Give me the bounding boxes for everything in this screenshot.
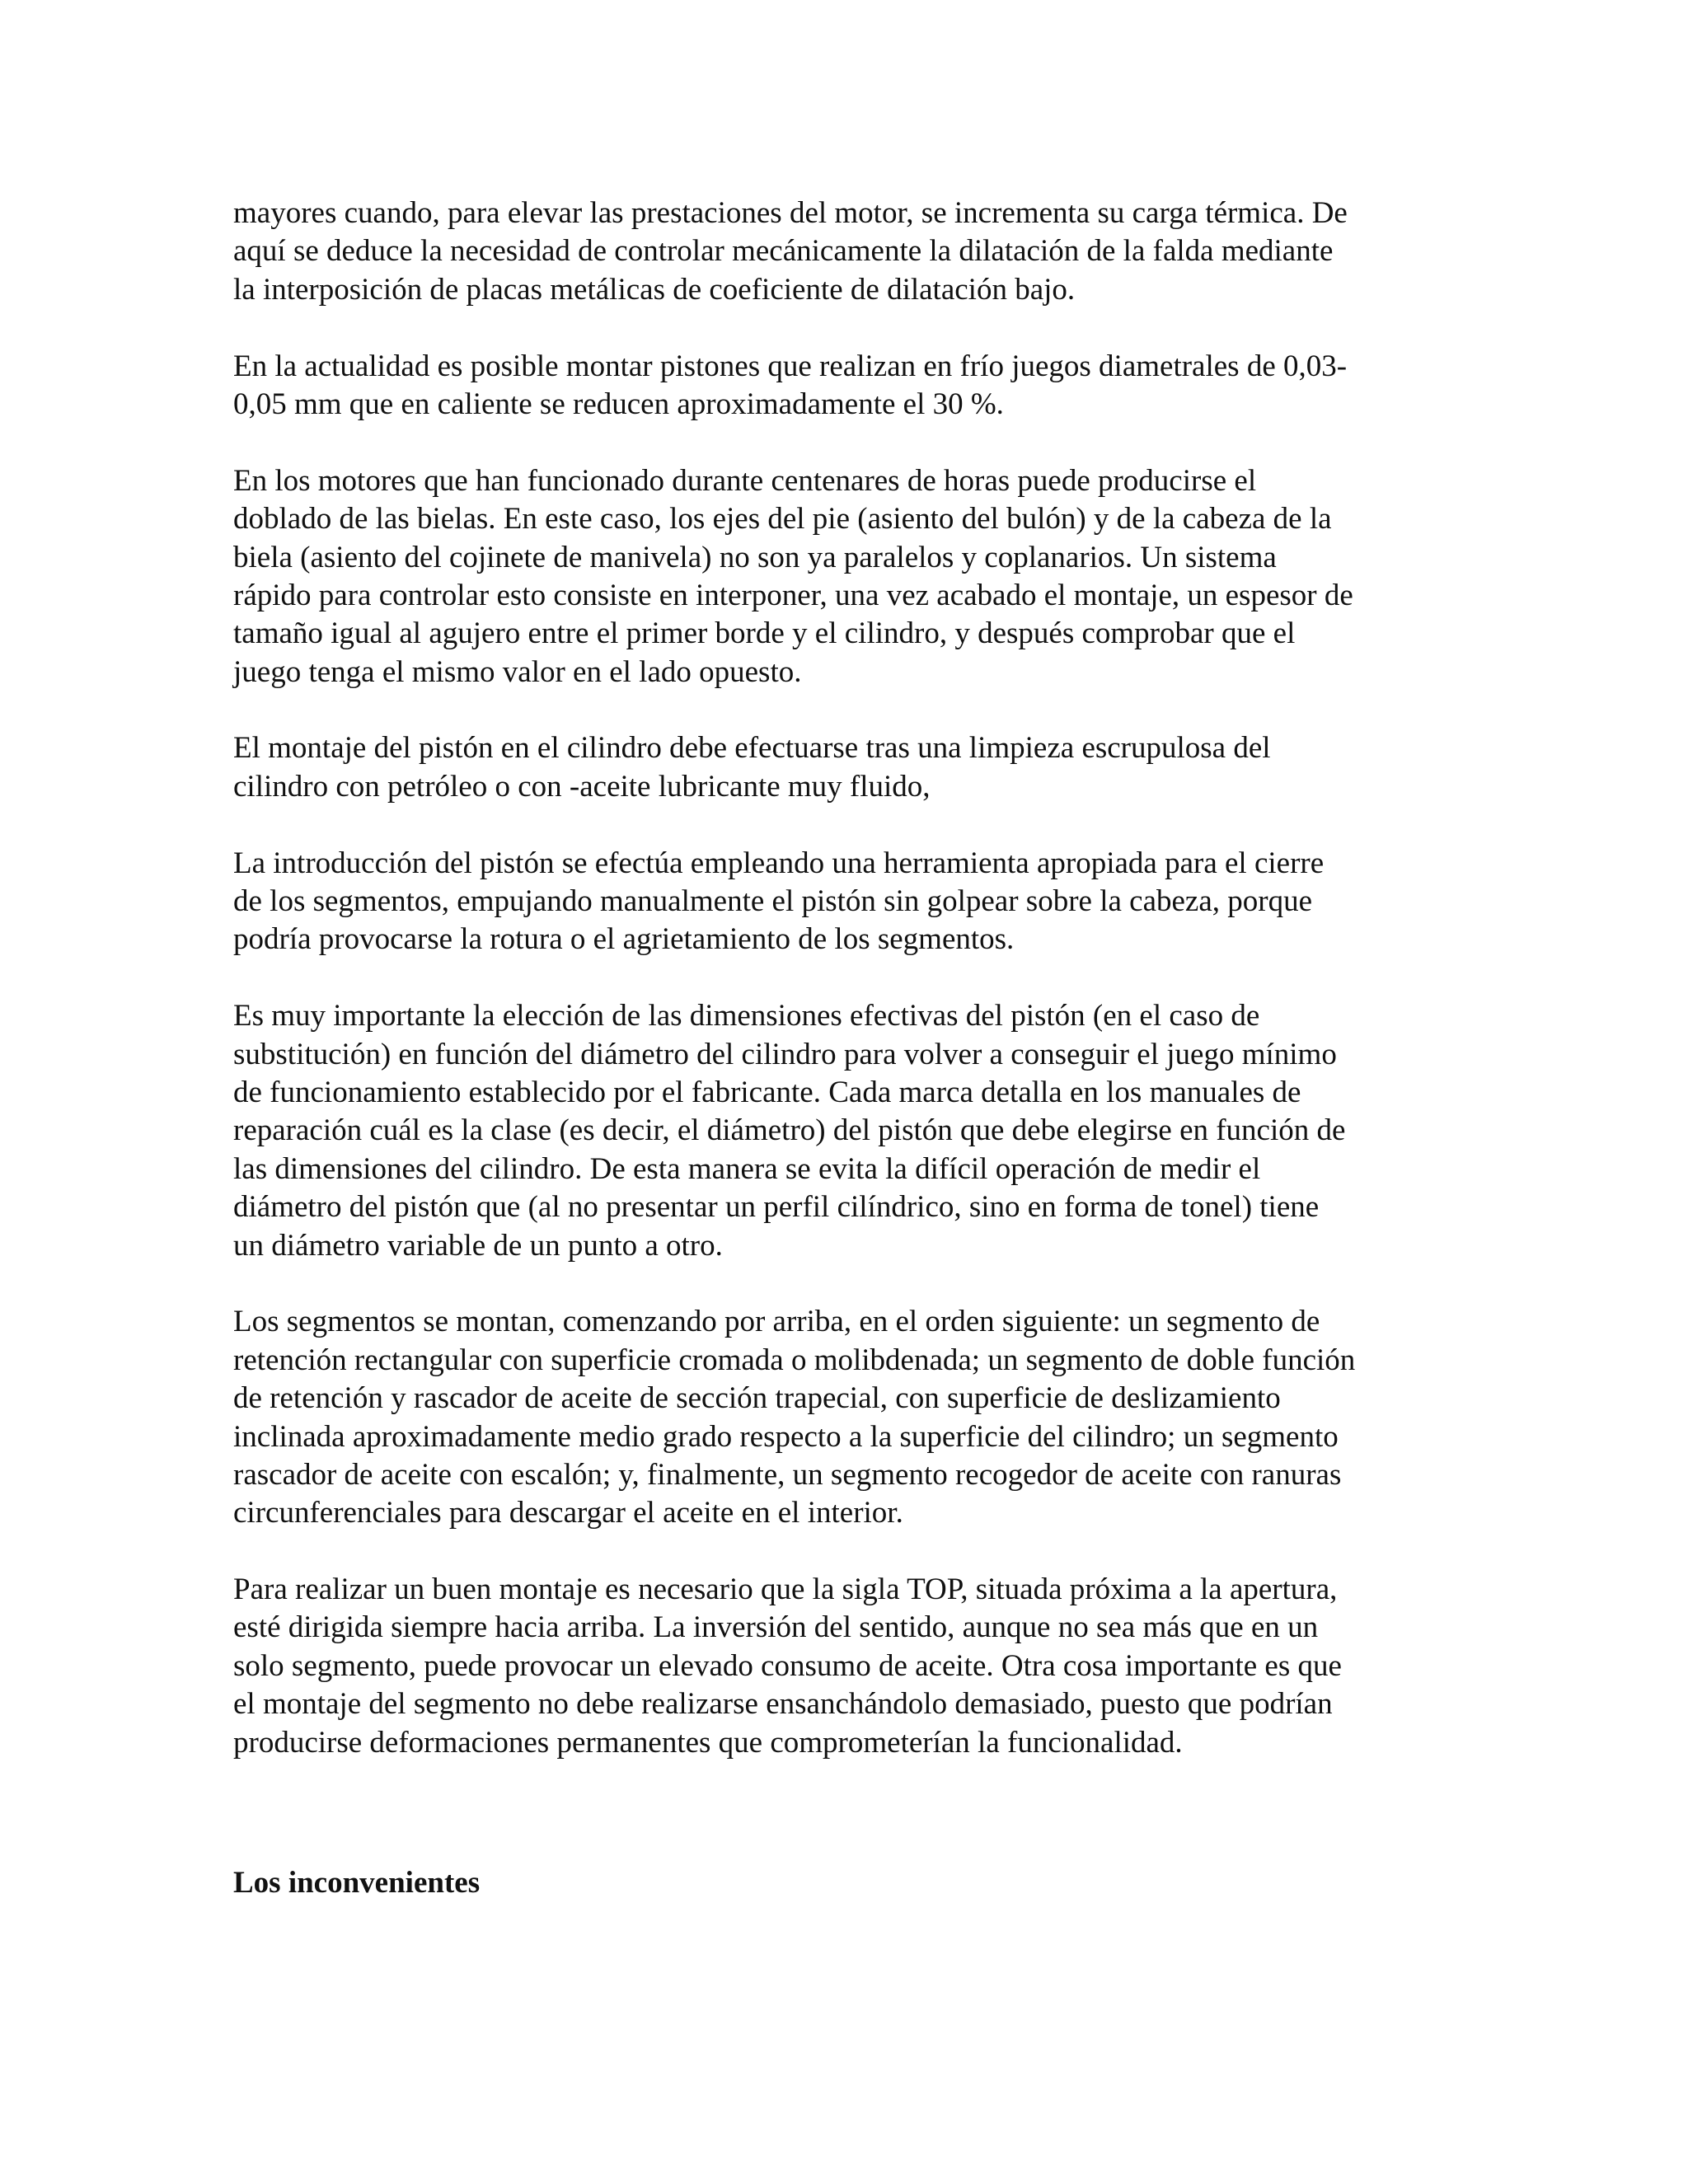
text-line: esté dirigida siempre hacia arriba. La inversión del sentido, aunque no sea más que en un [233, 1610, 1319, 1645]
text-line: circunferenciales para descargar el aceite en el interior. [233, 1496, 903, 1530]
text-line: diámetro del pistón que (al no presentar un perfil cilíndrico, sino en forma de tonel) tiene [233, 1190, 1320, 1225]
paragraph [233, 1303, 1453, 1532]
text-line: podría provocarse la rotura o el agrietamiento de los segmentos. [233, 922, 1015, 957]
paragraph [233, 348, 1453, 424]
text-line: doblado de las bielas. En este caso, los ejes del pie (asiento del bulón) y de la cabeza de la [233, 502, 1332, 537]
text-line: tamaño igual al agujero entre el primer borde y el cilindro, y después comprobar que el [233, 616, 1296, 651]
text-line: las dimensiones del cilindro. De esta manera se evita la difícil operación de medir el [233, 1151, 1261, 1186]
text-line: el montaje del segmento no debe realizarse ensanchándolo demasiado, puesto que podrían [233, 1687, 1333, 1722]
text-line: de retención y rascador de aceite de sección trapecial, con superficie de deslizamiento [233, 1381, 1281, 1416]
paragraph [233, 997, 1453, 1265]
text-line: aquí se deduce la necesidad de controlar mecánicamente la dilatación de la falda mediante [233, 234, 1334, 269]
paragraph [233, 194, 1453, 309]
text-line: producirse deformaciones permanentes que comprometerían la funcionalidad. [233, 1725, 1183, 1760]
text-line: En la actualidad es posible montar pistones que realizan en frío juegos diametrales de 0,03- [233, 349, 1348, 383]
text-line: El montaje del pistón en el cilindro debe efectuarse tras una limpieza escrupulosa del [233, 731, 1271, 766]
text-line: rápido para controlar esto consiste en interponer, una vez acabado el montaje, un espesor de [233, 578, 1353, 612]
text-line: 0,05 mm que en caliente se reducen aproximadamente el 30 %. [233, 387, 1004, 421]
text-line: Es muy importante la elección de las dimensiones efectivas del pistón (en el caso de [233, 999, 1260, 1033]
text-line: mayores cuando, para elevar las prestaciones del motor, se incrementa su carga térmica. De [233, 196, 1348, 230]
text-line: Para realizar un buen montaje es necesario que la sigla TOP, situada próxima a la apertura, [233, 1572, 1338, 1607]
text-line: substitución) en función del diámetro del cilindro para volver a conseguir el juego mínimo [233, 1037, 1337, 1071]
text-line: de funcionamiento establecido por el fabricante. Cada marca detalla en los manuales de [233, 1075, 1301, 1109]
text-line: rascador de aceite con escalón; y, finalmente, un segmento recogedor de aceite con ranuras [233, 1457, 1342, 1492]
text-line: La introducción del pistón se efectúa empleando una herramienta apropiada para el cierre [233, 846, 1325, 880]
text-line: retención rectangular con superficie cromada o molibdenada; un segmento de doble función [233, 1343, 1356, 1377]
text-line: solo segmento, puede provocar un elevado consumo de aceite. Otra cosa importante es que [233, 1648, 1342, 1683]
paragraph [233, 845, 1453, 959]
text-line: la interposición de placas metálicas de coeficiente de dilatación bajo. [233, 272, 1076, 307]
text-line: de los segmentos, empujando manualmente el pistón sin golpear sobre la cabeza, porque [233, 884, 1313, 919]
text-line: inclinada aproximadamente medio grado respecto a la superficie del cilindro; un segmento [233, 1419, 1339, 1454]
paragraph [233, 462, 1453, 691]
text-line: cilindro con petróleo o con -aceite lubricante muy fluido, [233, 769, 931, 804]
text-line: un diámetro variable de un punto a otro. [233, 1228, 723, 1263]
paragraph [233, 729, 1453, 806]
text-line: En los motores que han funcionado durante centenares de horas puede producirse el [233, 463, 1257, 498]
text-line: reparación cuál es la clase (es decir, el diámetro) del pistón que debe elegirse en función de [233, 1113, 1346, 1148]
text-line: juego tenga el mismo valor en el lado opuesto. [233, 654, 802, 689]
section-heading: Los inconvenientes [233, 1866, 481, 1900]
body-text [233, 194, 1453, 1800]
paragraph [233, 1571, 1453, 1762]
text-line: biela (asiento del cojinete de manivela) no son ya paralelos y coplanarios. Un sistema [233, 540, 1277, 574]
text-line: Los segmentos se montan, comenzando por arriba, en el orden siguiente: un segmento de [233, 1305, 1320, 1339]
